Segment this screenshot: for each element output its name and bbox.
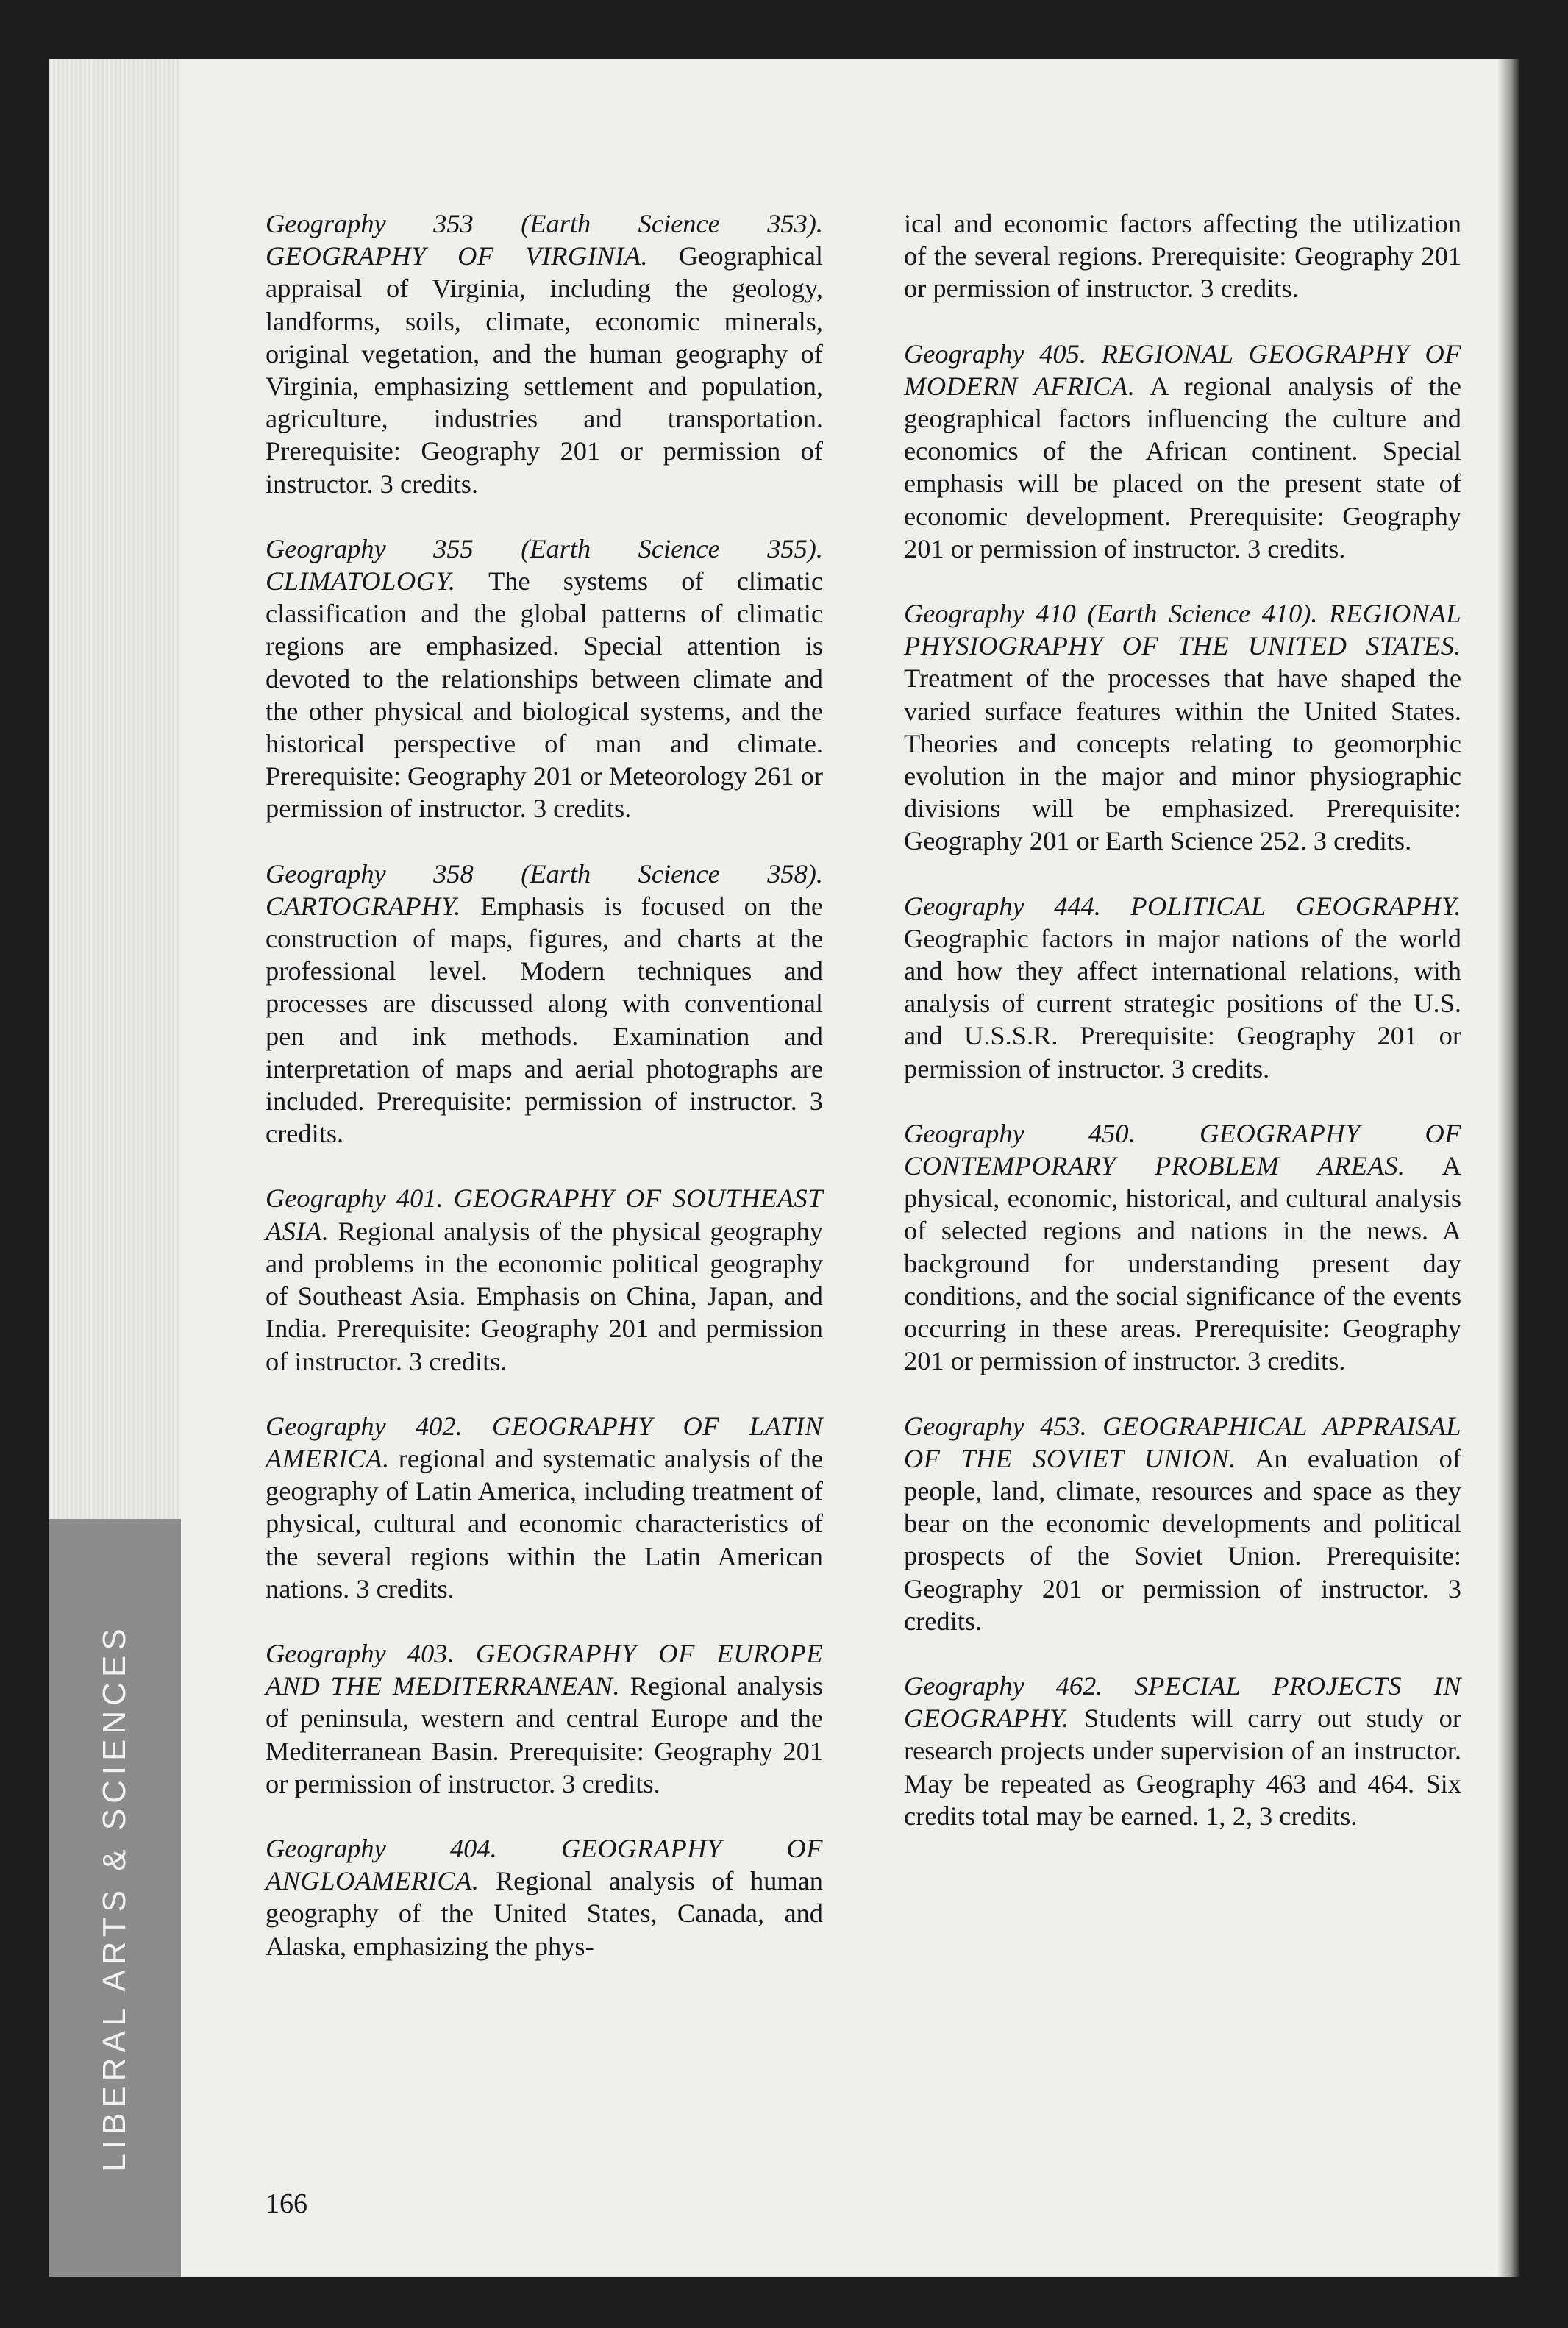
- course-description: The systems of climatic classification and the global patterns of climatic regions are emphasized. Special attention is devoted to the relationships between climate and the other physical and biological systems, and the historical perspective of man and climate. Prerequisite: Geography 201 or Meteorology 261 or permission of instructor. 3 credits.: [266, 566, 823, 824]
- course-description: regional and systematic analysis of the geography of Latin America, including treatment of physical, cultural and economic characteristics of the several regions within the Latin American nations. 3 credits.: [266, 1443, 823, 1603]
- course-title: GEOGRAPHICAL APPRAISAL OF THE SOVIET UNION.: [904, 1411, 1461, 1473]
- section-side-tab-label: LIBERAL ARTS & SCIENCES: [96, 1623, 132, 2172]
- course-code: Geography 444.: [904, 891, 1101, 921]
- course-code: Geography 453.: [904, 1411, 1087, 1441]
- course-code: Geography 403.: [266, 1638, 455, 1668]
- catalog-page: [49, 59, 1519, 2277]
- course-code: Geography 353 (Earth Science 353).: [266, 209, 823, 238]
- course-description: A physical, economic, historical, and cultural analysis of selected regions and nations in the news. A background for understanding present day conditions, and the social significance of the events occurring in these areas. Prerequisite: Geography 201 or permission of instructor. 3 credits.: [904, 1151, 1461, 1376]
- course-code: Geography 410 (Earth Science 410).: [904, 599, 1318, 629]
- course-title: GEOGRAPHY OF CONTEMPORARY PROBLEM AREAS.: [904, 1118, 1461, 1181]
- course-title: GEOGRAPHY OF ANGLOAMERICA.: [266, 1833, 823, 1896]
- course-title: GEOGRAPHY OF EUROPE AND THE MEDITERRANEAN.: [266, 1638, 823, 1701]
- course-title: REGIONAL GEOGRAPHY OF MODERN AFRICA.: [904, 338, 1461, 401]
- course-code: Geography 462.: [904, 1670, 1103, 1701]
- course-code: Geography 405.: [904, 338, 1086, 369]
- course-description: Geographical appraisal of Virginia, including the geology, landforms, soils, climate, economic minerals, original vegetation, and the human geography of Virginia, emphasizing settlement and population, agriculture, industries and transportation. Prerequisite: Geography 201 or permission of instructor. 3 credits.: [266, 241, 823, 499]
- course-code: Geography 450.: [904, 1118, 1136, 1148]
- course-entry: [904, 1670, 1461, 1832]
- course-description: Geographic factors in major nations of the world and how they affect international relations, with analysis of current strategic positions of the U.S. and U.S.S.R. Prerequisite: Geography 201 or permission of instructor. 3 credits.: [904, 923, 1461, 1083]
- course-code: Geography 402.: [266, 1411, 463, 1441]
- course-entry: [266, 207, 823, 500]
- course-code: Geography 355 (Earth Science 355).: [266, 533, 823, 563]
- course-description: An evaluation of people, land, climate, resources and space as they bear on the economic developments and political prospects of the Soviet Union. Prerequisite: Geography 201 or permission of instructor. 3 credits.: [904, 1443, 1461, 1636]
- course-entry: [904, 597, 1461, 858]
- section-side-tab: [49, 1519, 181, 2277]
- course-title: REGIONAL PHYSIOGRAPHY OF THE UNITED STATES.: [904, 599, 1461, 661]
- course-entry: [266, 858, 823, 1150]
- course-entry: [904, 1117, 1461, 1378]
- course-code: Geography 404.: [266, 1833, 497, 1863]
- course-description: Emphasis is focused on the construction of maps, figures, and charts at the professional level. Modern techniques and processes are discussed along with conventional pen and ink methods. Examination and interpretation of maps and aerial photographs are included. Prerequisite: permission of instructor. 3 credits.: [266, 891, 823, 1149]
- course-entry: [904, 890, 1461, 1085]
- course-entry-continued: [904, 207, 1461, 305]
- course-entry: [904, 1410, 1461, 1637]
- course-description: Regional analysis of human geography of the United States, Canada, and Alaska, emphasizing the phys-: [266, 1866, 823, 1961]
- course-title: CLIMATOLOGY.: [266, 566, 456, 597]
- course-entry: [266, 1637, 823, 1800]
- course-entry: [266, 1182, 823, 1377]
- course-title: GEOGRAPHY OF LATIN AMERICA.: [266, 1411, 823, 1473]
- course-description: ical and economic factors affecting the utilization of the several regions. Prerequisite: Geography 201 or permission of instructor. 3 credits.: [904, 209, 1461, 304]
- course-title: SPECIAL PROJECTS IN GEOGRAPHY.: [904, 1670, 1461, 1734]
- page-gutter-shadow: [1497, 59, 1519, 2277]
- course-entry: [266, 1832, 823, 1962]
- course-code: Geography 358 (Earth Science 358).: [266, 858, 823, 889]
- course-description: A regional analysis of the geographical factors influencing the culture and economics of the African continent. Special emphasis will be placed on the present state of economic development. Prerequisite: Geography 201 or permission of instructor. 3 credits.: [904, 371, 1461, 563]
- course-code: Geography 401.: [266, 1183, 443, 1214]
- course-description: Students will carry out study or research projects under supervision of an instructor. May be repeated as Geography 463 and 464. Six credits total may be earned. 1, 2, 3 credits.: [904, 1704, 1461, 1831]
- course-entry: [266, 533, 823, 825]
- course-entry: [904, 338, 1461, 565]
- course-title: POLITICAL GEOGRAPHY.: [1130, 891, 1461, 921]
- right-column: [904, 207, 1461, 1865]
- course-description: Treatment of the processes that have shaped the varied surface features within the United States. Theories and concepts relating to geomorphic evolution in the major and minor physiographic divisions will be emphasized. Prerequisite: Geography 201 or Earth Science 252. 3 credits.: [904, 663, 1461, 856]
- course-title: GEOGRAPHY OF SOUTHEAST ASIA.: [266, 1183, 823, 1246]
- left-column: [266, 207, 823, 1995]
- course-entry: [266, 1410, 823, 1605]
- course-description: Regional analysis of the physical geography and problems in the economic political geography of Southeast Asia. Emphasis on China, Japan, and India. Prerequisite: Geography 201 and permission of instructor. 3 credits.: [266, 1216, 823, 1376]
- page-number: 166: [266, 2188, 307, 2219]
- course-description: Regional analysis of peninsula, western and central Europe and the Mediterranean Basin. Prerequisite: Geography 201 or permission of instructor. 3 credits.: [266, 1671, 823, 1798]
- course-title: CARTOGRAPHY.: [266, 891, 461, 921]
- course-title: GEOGRAPHY OF VIRGINIA.: [266, 241, 649, 271]
